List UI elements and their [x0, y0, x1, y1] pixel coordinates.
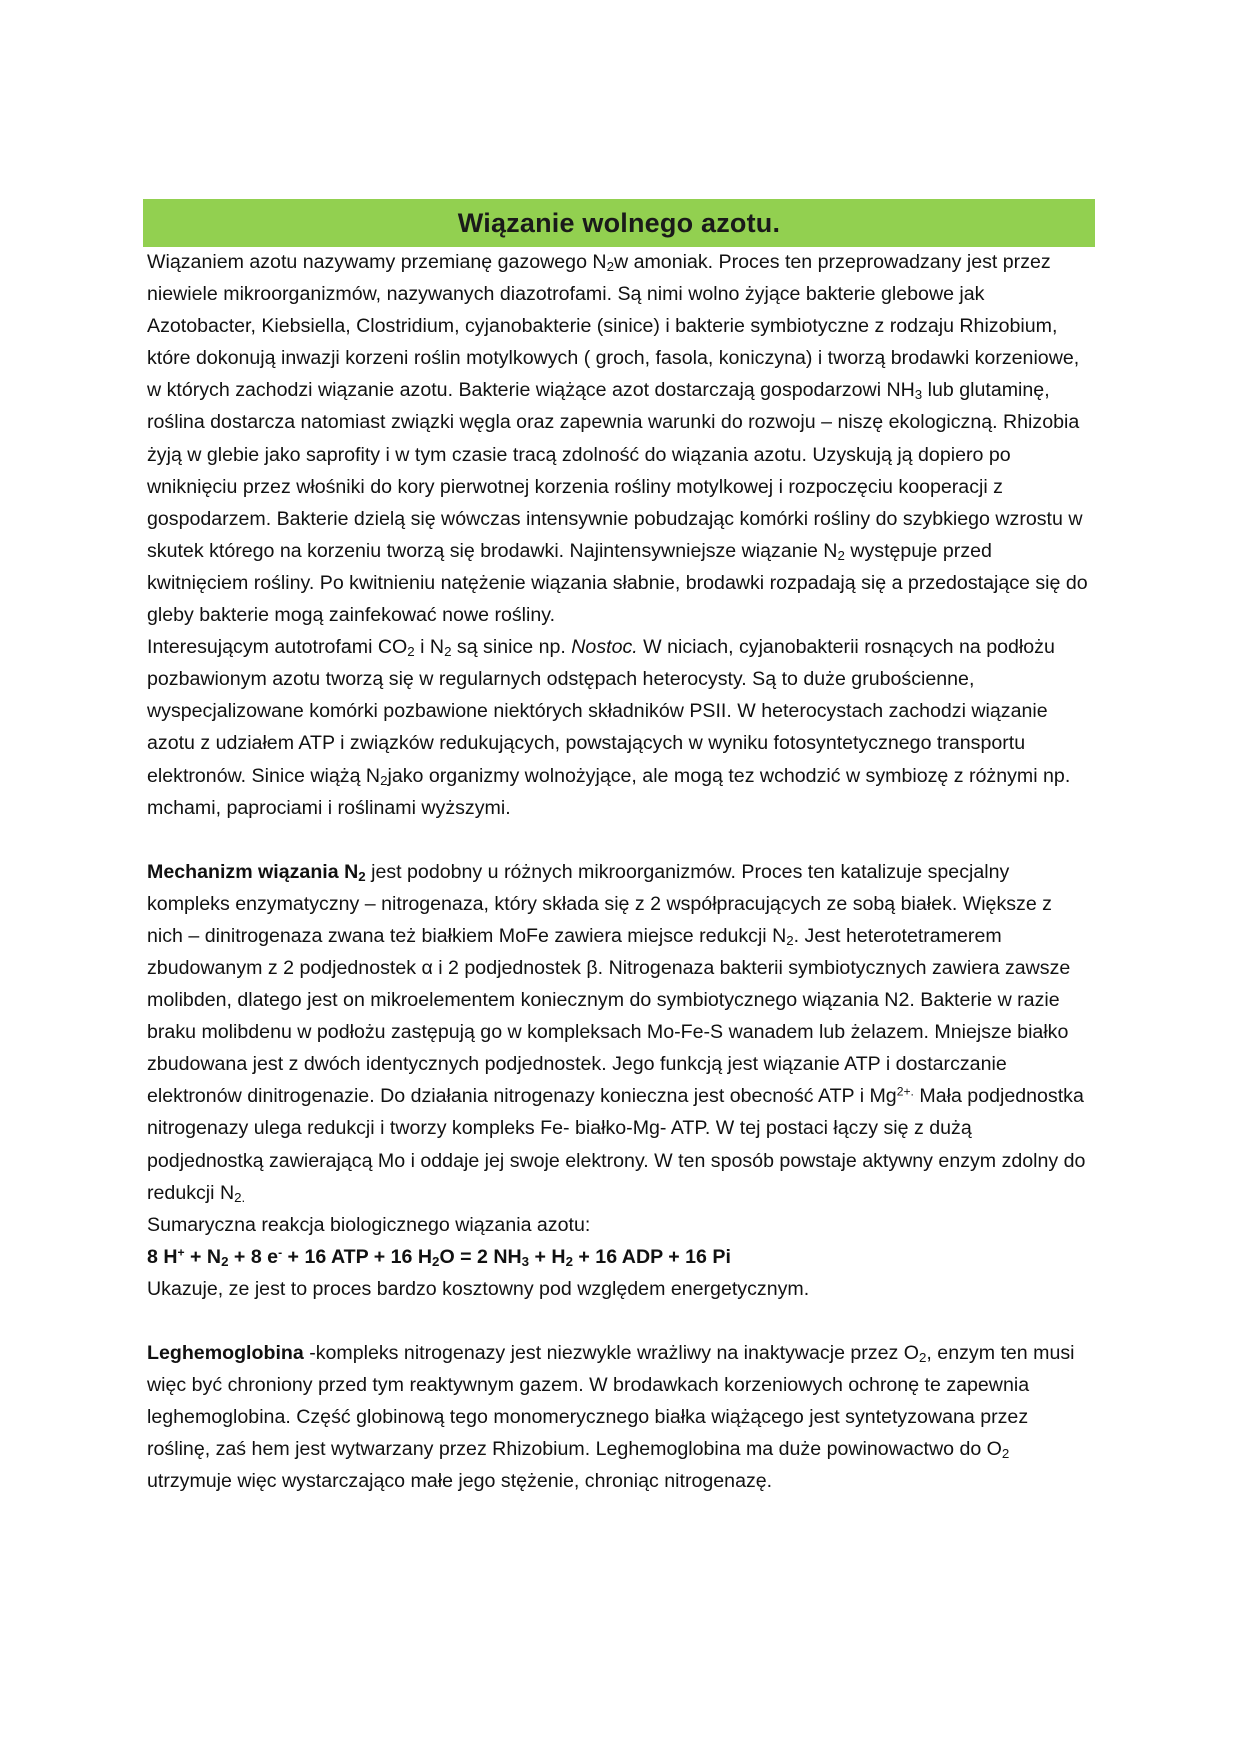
paragraph-energy-cost: Ukazuje, ze jest to proces bardzo kosztowny pod względem energetycznym.	[147, 1277, 810, 1300]
paragraph-reaction-label: Sumaryczna reakcja biologicznego wiązania azotu:	[147, 1213, 591, 1236]
title-bar	[143, 199, 1095, 247]
paragraph-intro: Wiązaniem azotu nazywamy przemianę gazowego $N_2w$ amoniak. Proces ten przeprowadzany jest przez niewiele mikroorganizmów, nazywanych diazotrofami. Są nimi wolno żyjące bakterie glebowe jak Azotobacter, Kiebsiella, Clostridium, cyjanobakterie (sinice) i bakterie symbiotyczne z rodzaju Rhizobium, które dokonują inwazji korzeni roślin motylkowych ( groch, fasola, koniczyna) i tworzą brodawki korzeniowe, w których zachodzi wiązanie azotu. Bakterie wiążące azot dostarczają gospodarzowi $NH_3$ lub glutaminę, roślina dostarcza natomiast związki węgla oraz zapewnia warunki do rozwoju – niszę ekologiczną. Rhizobia żyją w glebie jako saprofity i w tym czasie tracą zdolność do wiązania azotu. Uzyskują ją dopiero po wniknięciu przez włośniki do kory pierwotnej korzenia rośliny motylkowej i rozpoczęciu kooperacji z gospodarzem. Bakterie dzielą się wówczas intensywnie pobudzając komórki rośliny do szybkiego wzrostu w skutek którego na korzeniu tworzą się brodawki. Najintensywniejsze wiązanie $N_2$ występuje przed kwitnięciem rośliny. Po kwitnieniu natężenie wiązania słabnie, brodawki rozpadają się a przedostające się do gleby bakterie mogą zainfekować nowe rośliny.	[147, 251, 1088, 627]
document-title: Wiązanie wolnego azotu.	[457, 207, 781, 238]
leghemoglobin-heading: Leghemoglobina	[147, 1342, 304, 1364]
document-body	[147, 246, 1092, 1497]
paragraph-cyanobacteria: Interesującym autotrofami $CO_2$ i $N_2$ są sinice np. Nostoc. W niciach, cyjanobakterii rosnących na podłożu pozbawionym azotu tworzą się w regularnych odstępach heterocysty. Są to duże grubościenne, wyspecjalizowane komórki pozbawione niektórych składników PSII. W heterocystach zachodzi wiązanie azotu z udziałem ATP i związków redukujących, powstających w wyniku fotosyntetycznego transportu elektronów. Sinice wiążą $N_2jako$ organizmy wolnożyjące, ale mogą tez wchodzić w symbiozę z różnymi np. mchami, paprociami i roślinami wyższymi.	[147, 636, 1071, 819]
spacer	[147, 824, 1092, 856]
mechanism-heading: Mechanizm wiązania $N_2$	[147, 860, 366, 884]
paragraph-leghemoglobin: Leghemoglobina -kompleks nitrogenazy jest niezwykle wrażliwy na inaktywacje przez $O_2$, enzym ten musi więc być chroniony przed tym reaktywnym gazem. W brodawkach korzeniowych ochronę te zapewnia leghemoglobina. Część globinową tego monomerycznego białka wiążącego jest syntetyzowana przez roślinę, zaś hem jest wytwarzany przez Rhizobium. Leghemoglobina ma duże powinowactwo do $O_2$ utrzymuje więc wystarczająco małe jego stężenie, chroniąc nitrogenazę.	[147, 1342, 1075, 1493]
spacer	[147, 1305, 1092, 1337]
reaction-equation: 8 $H^+ + N_2 + 8$ e- + 16 ATP + 16 $H_2O = 2$ $NH_3 + H_2 + 16$ ADP + 16 Pi	[147, 1245, 731, 1269]
paragraph-mechanism: Mechanizm wiązania $N_2$ jest podobny u różnych mikroorganizmów. Proces ten katalizuje specjalny kompleks enzymatyczny – nitrogenaza, który składa się z 2 współpracujących ze sobą białek. Większe z nich – dinitrogenaza zwana też białkiem MoFe zawiera miejsce redukcji $N_2$. Jest heterotetramerem zbudowanym z 2 podjednostek α i 2 podjednostek β. Nitrogenaza bakterii symbiotycznych zawiera zawsze molibden, dlatego jest on mikroelementem koniecznym do symbiotycznego wiązania N2. Bakterie w razie braku molibdenu w podłożu zastępują go w kompleksach Mo-Fe-S wanadem lub żelazem. Mniejsze białko zbudowana jest z dwóch identycznych podjednostek. Jego funkcją jest wiązanie ATP i dostarczanie elektronów dinitrogenazie. Do działania nitrogenazy konieczna jest obecność ATP i $Mg^{2+.}$ Mała podjednostka nitrogenazy ulega redukcji i tworzy kompleks Fe- białko-Mg- ATP. W tej postaci łączy się z dużą podjednostką zawierającą Mo i oddaje jej swoje elektrony. W ten sposób powstaje aktywny enzym zdolny do redukcji $N_{2.}$	[147, 860, 1086, 1205]
